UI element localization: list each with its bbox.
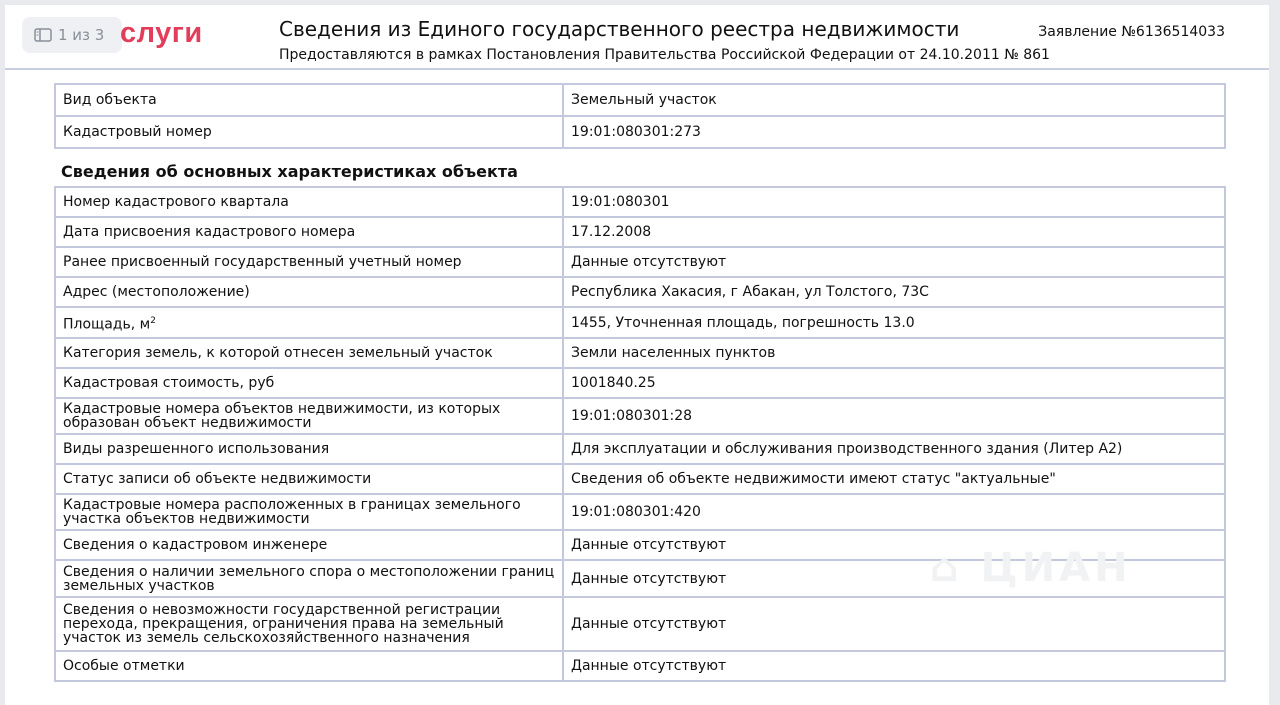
field-value: Данные отсутствуют bbox=[563, 560, 1225, 597]
field-value: Данные отсутствуют bbox=[563, 530, 1225, 560]
field-label-text: Кадастровая стоимость, руб bbox=[63, 375, 275, 391]
field-label bbox=[55, 398, 563, 434]
basic-info-table bbox=[54, 83, 1226, 149]
field-label bbox=[55, 434, 563, 464]
field-label-text: Виды разрешенного использования bbox=[63, 441, 330, 457]
gosuslugi-logo: слуги bbox=[120, 17, 203, 49]
field-value: 19:01:080301:28 bbox=[563, 398, 1225, 434]
field-value: 17.12.2008 bbox=[563, 217, 1225, 247]
field-label bbox=[55, 217, 563, 247]
document-title: Сведения из Единого государственного реестра недвижимости bbox=[279, 17, 960, 41]
field-label bbox=[55, 187, 563, 217]
field-label-text: Ранее присвоенный государственный учетный номер bbox=[63, 254, 462, 270]
document-subtitle: Предоставляются в рамках Постановления Правительства Российской Федерации от 24.10.2011 № 861 bbox=[279, 47, 1050, 63]
field-value: 1001840.25 bbox=[563, 368, 1225, 398]
field-label bbox=[55, 84, 563, 116]
page-counter: 1 из 3 bbox=[58, 26, 105, 44]
table-row bbox=[55, 84, 1225, 116]
table-row bbox=[55, 307, 1225, 338]
field-value: Республика Хакасия, г Абакан, ул Толстого, 73С bbox=[563, 277, 1225, 307]
field-value: Для эксплуатации и обслуживания производственного здания (Литер А2) bbox=[563, 434, 1225, 464]
table-row bbox=[55, 217, 1225, 247]
field-label bbox=[55, 338, 563, 368]
field-label bbox=[55, 530, 563, 560]
field-value: Данные отсутствуют bbox=[563, 247, 1225, 277]
table-row bbox=[55, 530, 1225, 560]
table-row bbox=[55, 116, 1225, 148]
field-label-text: Сведения о невозможности государственной регистрации перехода, прекращения, ограничения права на земельный участок из земель сельскохозяйственного назначения bbox=[63, 602, 504, 646]
table-row bbox=[55, 187, 1225, 217]
table-row bbox=[55, 277, 1225, 307]
field-value: 19:01:080301:420 bbox=[563, 494, 1225, 530]
table-row bbox=[55, 597, 1225, 651]
field-value: 19:01:080301 bbox=[563, 187, 1225, 217]
field-value: 19:01:080301:273 bbox=[563, 116, 1225, 148]
field-label bbox=[55, 651, 563, 681]
field-label-text: Сведения о кадастровом инженере bbox=[63, 537, 328, 553]
field-label bbox=[55, 368, 563, 398]
field-value: Земли населенных пунктов bbox=[563, 338, 1225, 368]
field-label-text: Кадастровый номер bbox=[63, 124, 212, 140]
table-row bbox=[55, 560, 1225, 597]
field-label-text: Номер кадастрового квартала bbox=[63, 194, 289, 210]
field-label-text: Дата присвоения кадастрового номера bbox=[63, 224, 356, 240]
document-header bbox=[5, 5, 1269, 70]
field-label-text: Адрес (местоположение) bbox=[63, 284, 250, 300]
field-label-text: Статус записи об объекте недвижимости bbox=[63, 471, 372, 487]
cian-watermark: ⌂ ЦИАН bbox=[930, 545, 1132, 591]
field-label-text: Сведения о наличии земельного спора о местоположении границ земельных участков bbox=[63, 563, 555, 594]
field-value: Сведения об объекте недвижимости имеют статус "актуальные" bbox=[563, 464, 1225, 494]
characteristics-table bbox=[54, 186, 1226, 682]
field-label bbox=[55, 464, 563, 494]
field-label bbox=[55, 307, 563, 338]
field-value: Данные отсутствуют bbox=[563, 597, 1225, 651]
field-label-text: Кадастровые номера объектов недвижимости, из которых образован объект недвижимости bbox=[63, 401, 501, 431]
field-label-text: Кадастровые номера расположенных в границах земельного участка объектов недвижимости bbox=[63, 497, 521, 527]
superscript: 2 bbox=[150, 315, 156, 326]
field-label-text: Категория земель, к которой отнесен земельный участок bbox=[63, 345, 493, 361]
field-label-text: Вид объекта bbox=[63, 92, 157, 108]
scrollbar[interactable] bbox=[1270, 0, 1280, 687]
table-row bbox=[55, 464, 1225, 494]
field-label bbox=[55, 560, 563, 597]
page-counter-button[interactable] bbox=[22, 17, 122, 53]
field-label bbox=[55, 494, 563, 530]
table-row bbox=[55, 247, 1225, 277]
claim-number: Заявление №6136514033 bbox=[1038, 24, 1225, 40]
field-label bbox=[55, 247, 563, 277]
field-label bbox=[55, 116, 563, 148]
document-page bbox=[5, 5, 1269, 705]
table-row bbox=[55, 338, 1225, 368]
table-row bbox=[55, 368, 1225, 398]
table-row bbox=[55, 651, 1225, 681]
field-label-text: Площадь, м bbox=[63, 316, 151, 333]
field-label bbox=[55, 277, 563, 307]
field-label bbox=[55, 597, 563, 651]
field-value: 1455, Уточненная площадь, погрешность 13.0 bbox=[563, 307, 1225, 338]
table-row bbox=[55, 494, 1225, 530]
field-label-text: Особые отметки bbox=[63, 658, 185, 674]
section-title: Сведения об основных характеристиках объекта bbox=[61, 162, 518, 181]
table-row bbox=[55, 398, 1225, 434]
field-value: Данные отсутствуют bbox=[563, 651, 1225, 681]
table-row bbox=[55, 434, 1225, 464]
field-value: Земельный участок bbox=[563, 84, 1225, 116]
sidebar-icon bbox=[34, 28, 52, 42]
